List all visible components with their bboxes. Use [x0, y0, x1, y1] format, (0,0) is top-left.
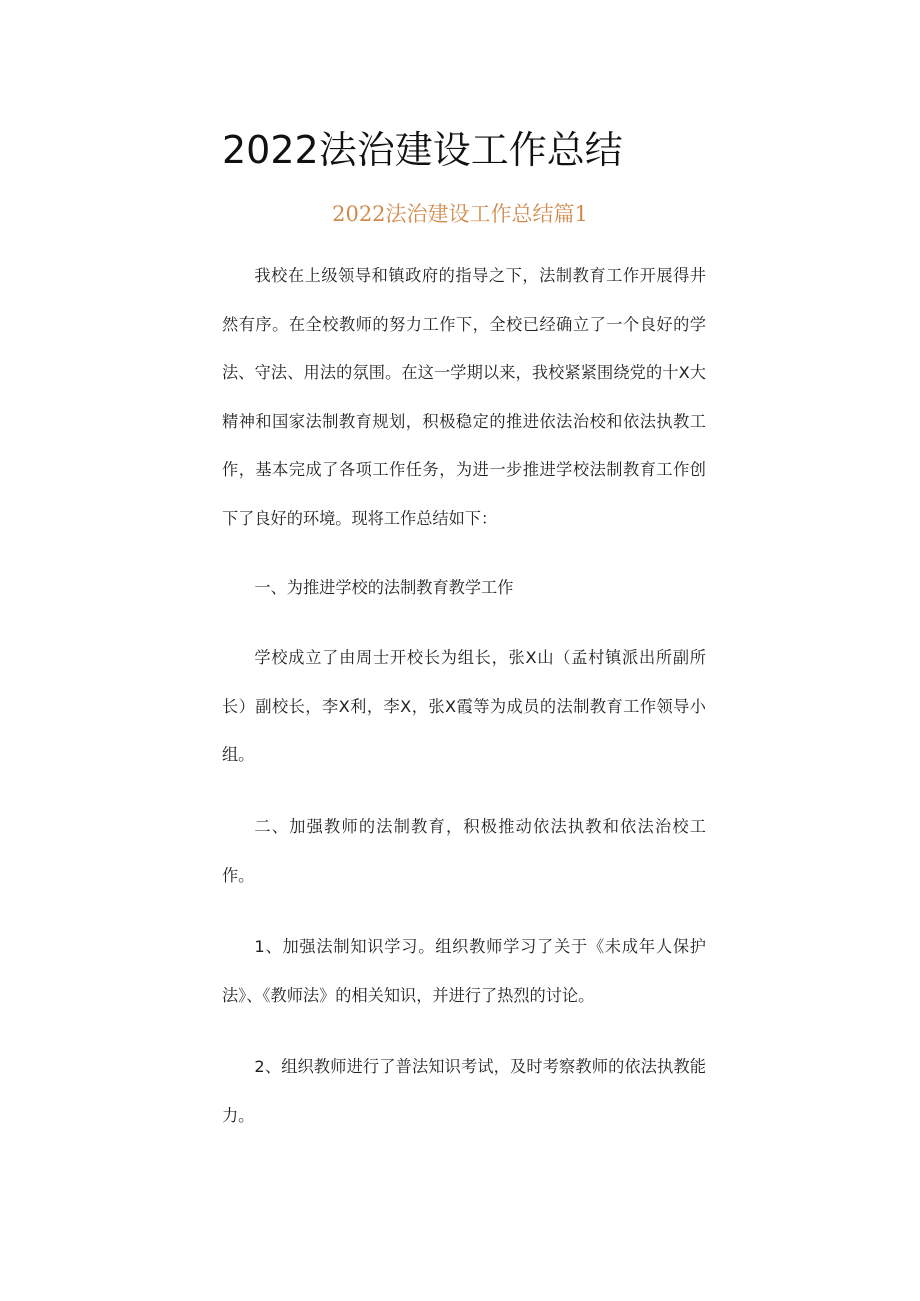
section-heading-1: 一、为推进学校的法制教育教学工作 [254, 578, 514, 597]
item-2-paragraph: 2、组织教师进行了普法知识考试，及时考察教师的依法执教能力。 [222, 1057, 706, 1125]
intro-paragraph: 我校在上级领导和镇政府的指导之下，法制教育工作开展得井然有序。在全校教师的努力工作下，全校已经确立了一个良好的学法、守法、用法的氛围。在这一学期以来，我校紧紧围绕党的十X大精神和国家法制教育规划，积极稳定的推进依法治校和依法执教工作，基本完成了各项工作任务，为进一步推进学校法制教育工作创下了良好的环境。现将工作总结如下： [222, 266, 706, 528]
leadership-paragraph: 学校成立了由周士开校长为组长，张X山（孟村镇派出所副所长）副校长，李X利，李X，张X霞等为成员的法制教育工作领导小组。 [222, 648, 706, 765]
section-heading-2: 二、加强教师的法制教育，积极推动依法执教和依法治校工作。 [222, 817, 706, 885]
document-subtitle: 2022法治建设工作总结篇1 [332, 202, 588, 226]
item-1-paragraph: 1、加强法制知识学习。组织教师学习了关于《未成年人保护法》、《教师法》的相关知识，并进行了热烈的讨论。 [222, 937, 706, 1005]
document-title: 2022法治建设工作总结 [222, 128, 623, 172]
